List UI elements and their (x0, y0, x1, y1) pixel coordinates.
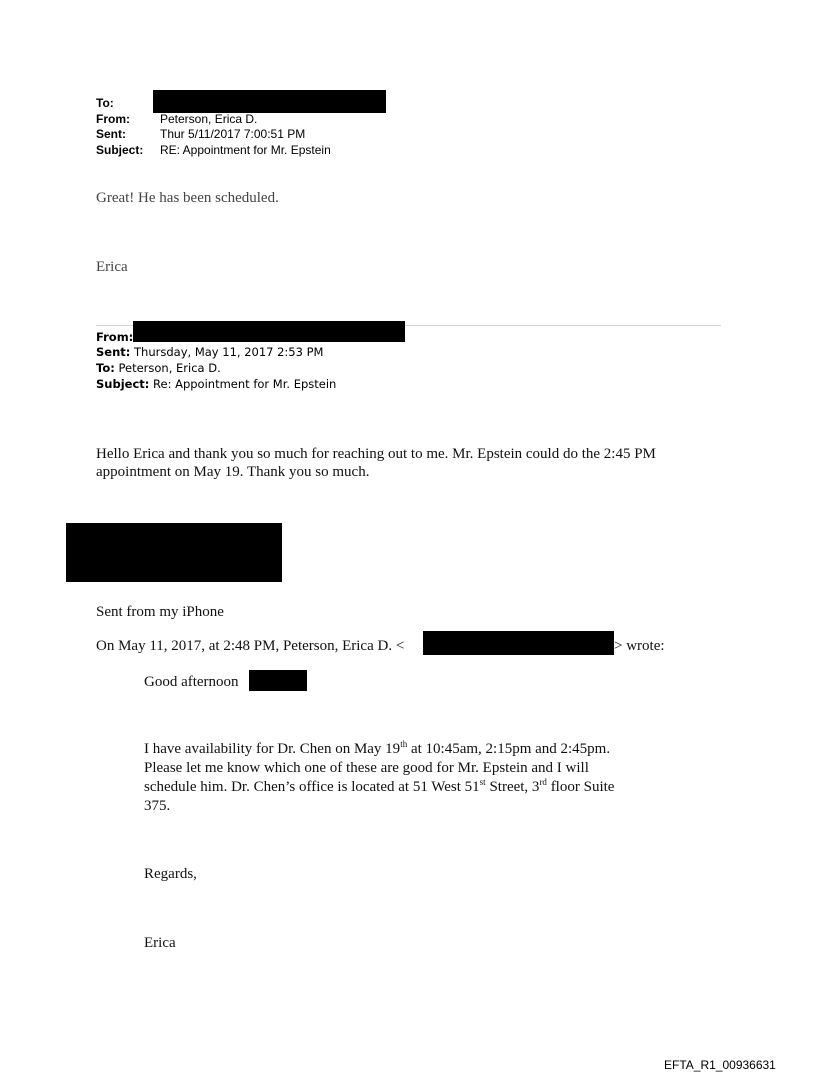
quoted-signature: Erica (144, 935, 176, 951)
bates-number: EFTA_R1_00936631 (664, 1058, 776, 1072)
subject-line-2 (96, 376, 336, 392)
text-segment: I have availability for Dr. Chen on May 19 (144, 741, 401, 757)
text-segment: Street, 3 (485, 779, 540, 795)
subject-value-2: Re: Appointment for Mr. Epstein (153, 377, 337, 391)
sent-label: Sent: (96, 127, 126, 141)
quoted-para-line-1 (144, 740, 610, 758)
quoted-para-line-3 (144, 778, 614, 796)
redaction-name (249, 670, 307, 691)
sent-value: Thur 5/11/2017 7:00:51 PM (160, 127, 306, 141)
from-value: Peterson, Erica D. (160, 112, 258, 126)
quoted-greeting: Good afternoon (144, 674, 239, 690)
text-segment: floor Suite (546, 779, 615, 795)
subject-label: Subject: (96, 143, 144, 157)
subject-label-2: Subject: (96, 377, 150, 391)
quote-suffix: > wrote: (614, 638, 665, 654)
redaction-from-2 (133, 321, 405, 342)
reply-text: Great! He has been scheduled. (96, 190, 279, 206)
message-line-2: appointment on May 19. Thank you so much. (96, 464, 370, 480)
redaction-email-address (423, 631, 614, 655)
quoted-para-line-4: 375. (144, 798, 171, 814)
redaction-to (153, 90, 386, 113)
sent-from-iphone: Sent from my iPhone (96, 604, 224, 620)
superscript: st (479, 777, 486, 787)
superscript: rd (539, 777, 547, 787)
sent-label-2: Sent: (96, 345, 131, 359)
text-segment: schedule him. Dr. Chen’s office is located at 51 West 51 (144, 779, 480, 795)
text-segment: at 10:45am, 2:15pm and 2:45pm. (407, 741, 611, 757)
to-label: To: (96, 96, 114, 110)
sent-line-2 (96, 344, 323, 360)
message-line-1: Hello Erica and thank you so much for reaching out to me. Mr. Epstein could do the 2:45 PM (96, 446, 656, 462)
reply-signature: Erica (96, 259, 128, 275)
to-label-2: To: (96, 361, 115, 375)
from-label-2: From: (96, 330, 134, 344)
quote-attribution (96, 637, 404, 655)
quoted-para-line-2: Please let me know which one of these are good for Mr. Epstein and I will (144, 760, 589, 776)
from-label: From: (96, 112, 130, 126)
redaction-signature-block (66, 523, 282, 582)
to-line-2 (96, 360, 221, 376)
subject-value: RE: Appointment for Mr. Epstein (160, 143, 331, 157)
quoted-regards: Regards, (144, 866, 197, 882)
sent-value-2: Thursday, May 11, 2017 2:53 PM (134, 345, 324, 359)
to-value-2: Peterson, Erica D. (118, 361, 221, 375)
superscript: th (400, 739, 408, 749)
quote-prefix: On May 11, 2017, at 2:48 PM, Peterson, Erica D. < (96, 638, 405, 654)
